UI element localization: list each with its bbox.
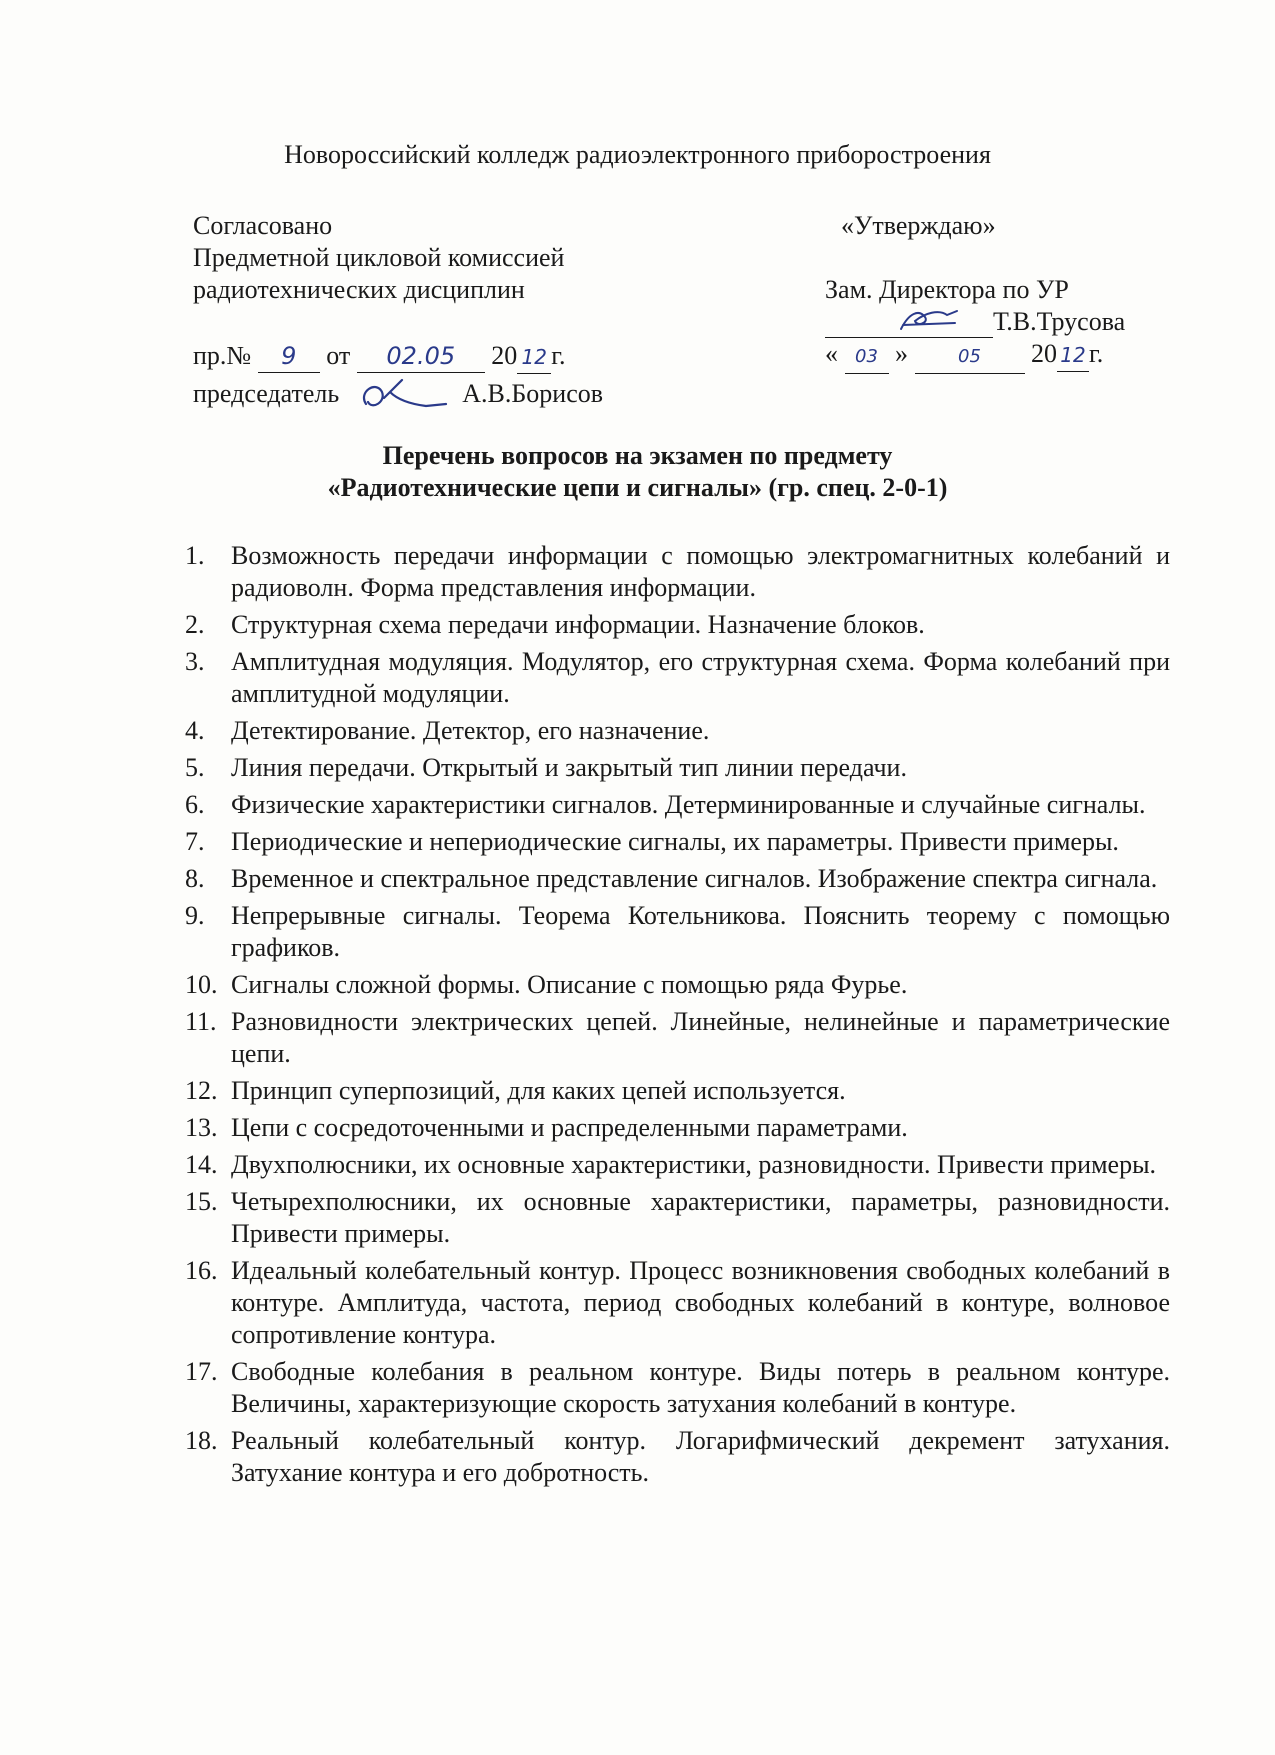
question-number: 1. bbox=[185, 541, 205, 570]
question-number: 9. bbox=[185, 901, 205, 930]
questions-list bbox=[185, 540, 1170, 1494]
question-text: Амплитудная модуляция. Модулятор, его структурная схема. Форма колебаний при амплитудной модуляции. bbox=[231, 647, 1170, 708]
list-item bbox=[185, 900, 1170, 964]
question-number: 5. bbox=[185, 753, 205, 782]
question-text: Реальный колебательный контур. Логарифмический декремент затухания. Затухание контура и его добротность. bbox=[231, 1426, 1170, 1487]
question-text: Периодические и непериодические сигналы, их параметры. Привести примеры. bbox=[231, 827, 1119, 856]
year-prefix-right: 20 bbox=[1031, 339, 1057, 368]
list-item bbox=[185, 752, 1170, 784]
list-item bbox=[185, 1186, 1170, 1250]
list-item bbox=[185, 646, 1170, 710]
quote-close: » bbox=[895, 339, 908, 368]
question-number: 8. bbox=[185, 864, 205, 893]
question-text: Непрерывные сигналы. Теорема Котельникова. Пояснить теорему с помощью графиков. bbox=[231, 901, 1170, 962]
list-item bbox=[185, 1006, 1170, 1070]
protocol-number-field bbox=[258, 340, 320, 373]
protocol-date: 02.05 bbox=[386, 342, 456, 370]
question-text: Принцип суперпозиций, для каких цепей используется. bbox=[231, 1076, 846, 1105]
year-end: г. bbox=[551, 341, 566, 370]
list-item bbox=[185, 1112, 1170, 1144]
approval-date-line bbox=[825, 338, 1225, 374]
question-text: Детектирование. Детектор, его назначение. bbox=[231, 716, 710, 745]
question-text: Сигналы сложной формы. Описание с помощью ряда Фурье. bbox=[231, 970, 908, 999]
list-item bbox=[185, 789, 1170, 821]
question-number: 2. bbox=[185, 610, 205, 639]
protocol-line bbox=[193, 340, 753, 374]
question-text: Свободные колебания в реальном контуре. Виды потерь в реальном контуре. Величины, характеризующие скорость затухания колебаний в контуре. bbox=[231, 1357, 1170, 1418]
question-text: Цепи с сосредоточенными и распределенными параметрами. bbox=[231, 1113, 908, 1142]
question-number: 4. bbox=[185, 716, 205, 745]
question-number: 14. bbox=[185, 1150, 218, 1179]
question-number: 11. bbox=[185, 1007, 217, 1036]
spacer bbox=[825, 242, 1225, 274]
director-signature-line bbox=[825, 306, 1225, 338]
list-item bbox=[185, 1356, 1170, 1420]
director-name: Т.В.Трусова bbox=[993, 307, 1126, 336]
question-number: 13. bbox=[185, 1113, 218, 1142]
day-field bbox=[845, 338, 889, 374]
committee-line-2: радиотехнических дисциплин bbox=[193, 275, 525, 304]
question-number: 7. bbox=[185, 827, 205, 856]
list-item bbox=[185, 1425, 1170, 1489]
question-number: 17. bbox=[185, 1357, 218, 1386]
question-text: Физические характеристики сигналов. Детерминированные и случайные сигналы. bbox=[231, 790, 1146, 819]
list-item bbox=[185, 1149, 1170, 1181]
month-field bbox=[915, 338, 1025, 374]
year-suffix-right: 12 bbox=[1060, 343, 1086, 367]
list-item bbox=[185, 609, 1170, 641]
year-suffix: 12 bbox=[521, 345, 547, 369]
question-text: Линия передачи. Открытый и закрытый тип линии передачи. bbox=[231, 753, 907, 782]
chairman-signature bbox=[346, 374, 456, 418]
quote-open: « bbox=[825, 339, 838, 368]
position-label: Зам. Директора по УР bbox=[825, 275, 1069, 304]
spacer bbox=[193, 306, 753, 340]
organization-title: Новороссийский колледж радиоэлектронного приборостроения bbox=[284, 140, 991, 169]
question-number: 12. bbox=[185, 1076, 218, 1105]
committee-line-1: Предметной цикловой комиссией bbox=[193, 243, 565, 272]
signature-underline bbox=[825, 309, 993, 338]
year-end-right: г. bbox=[1089, 339, 1104, 368]
approval-month: 05 bbox=[958, 346, 981, 367]
protocol-prefix: пр.№ bbox=[193, 341, 252, 370]
question-number: 15. bbox=[185, 1187, 218, 1216]
protocol-number: 9 bbox=[281, 342, 297, 370]
from-word: от bbox=[326, 341, 351, 370]
question-number: 3. bbox=[185, 647, 205, 676]
question-text: Четырехполюсники, их основные характеристики, параметры, разновидности. Привести примеры. bbox=[231, 1187, 1170, 1248]
approval-right-block bbox=[825, 210, 1225, 374]
approval-left-block bbox=[193, 210, 753, 418]
exam-title bbox=[0, 440, 1275, 504]
question-text: Возможность передачи информации с помощью электромагнитных колебаний и радиоволн. Форма представления информации. bbox=[231, 541, 1170, 602]
chairman-name: А.В.Борисов bbox=[462, 378, 604, 408]
question-number: 10. bbox=[185, 970, 218, 999]
question-text: Двухполюсники, их основные характеристики, разновидности. Привести примеры. bbox=[231, 1150, 1157, 1179]
list-item bbox=[185, 715, 1170, 747]
year-suffix-field bbox=[517, 340, 551, 374]
approval-day: 03 bbox=[855, 346, 878, 367]
list-item bbox=[185, 1075, 1170, 1107]
exam-title-line-1: Перечень вопросов на экзамен по предмету bbox=[382, 441, 893, 470]
question-text: Идеальный колебательный контур. Процесс возникновения свободных колебаний в контуре. Амплитуда, частота, период свободных колебаний в контуре, волновое сопротивление контура. bbox=[231, 1256, 1170, 1349]
question-text: Разновидности электрических цепей. Линейные, нелинейные и параметрические цепи. bbox=[231, 1007, 1170, 1068]
agreed-label: Согласовано bbox=[193, 211, 333, 240]
list-item bbox=[185, 969, 1170, 1001]
approve-label: «Утверждаю» bbox=[841, 211, 996, 240]
chairman-label: председатель bbox=[193, 378, 340, 408]
year-prefix: 20 bbox=[491, 341, 518, 370]
question-text: Временное и спектральное представление сигналов. Изображение спектра сигнала. bbox=[231, 864, 1158, 893]
list-item bbox=[185, 863, 1170, 895]
list-item bbox=[185, 826, 1170, 858]
list-item bbox=[185, 1255, 1170, 1351]
chairman-line bbox=[193, 374, 753, 418]
question-number: 6. bbox=[185, 790, 205, 819]
protocol-date-field bbox=[357, 340, 485, 373]
director-signature bbox=[895, 303, 965, 337]
question-number: 16. bbox=[185, 1256, 218, 1285]
question-text: Структурная схема передачи информации. Назначение блоков. bbox=[231, 610, 925, 639]
year-suffix-field-right bbox=[1057, 338, 1089, 372]
exam-title-line-2: «Радиотехнические цепи и сигналы» (гр. спец. 2-0-1) bbox=[327, 473, 948, 502]
question-number: 18. bbox=[185, 1426, 218, 1455]
list-item bbox=[185, 540, 1170, 604]
